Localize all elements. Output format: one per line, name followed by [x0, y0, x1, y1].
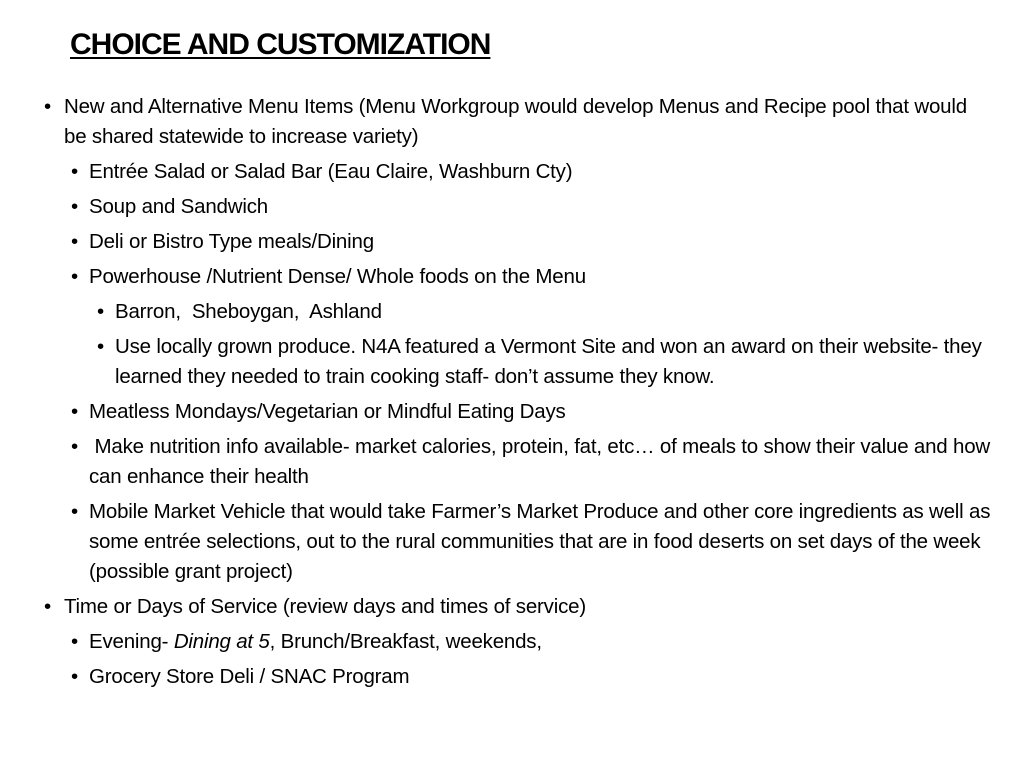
- slide-title: CHOICE AND CUSTOMIZATION: [70, 28, 491, 61]
- bullet-marker: •: [71, 665, 78, 688]
- bullet-text: Use locally grown produce. N4A featured a Vermont Site and won an award on their website- they learned they needed to train cooking staff- don’t assume they know.: [115, 335, 982, 388]
- bullet-text: Deli or Bistro Type meals/Dining: [89, 230, 374, 253]
- bullet-marker: •: [97, 300, 104, 323]
- bullet-item-grocery-deli: [44, 662, 994, 692]
- bullet-text-italic: Dining at 5: [173, 630, 270, 653]
- bullet-text: Powerhouse /Nutrient Dense/ Whole foods on the Menu: [89, 265, 586, 288]
- bullet-item-service-times: [44, 592, 994, 622]
- bullet-item-meatless-mondays: [44, 397, 994, 427]
- bullet-text: Time or Days of Service (review days and times of service): [64, 595, 586, 618]
- bullet-item-soup-sandwich: [44, 192, 994, 222]
- bullet-marker: •: [71, 265, 78, 288]
- bullet-marker: •: [44, 95, 51, 118]
- bullet-item-menu-items: [44, 92, 994, 152]
- bullet-marker: •: [97, 335, 104, 358]
- bullet-marker: •: [71, 195, 78, 218]
- bullet-marker: •: [71, 160, 78, 183]
- bullet-marker: •: [71, 630, 78, 653]
- bullet-text-before: Evening-: [89, 630, 174, 653]
- bullet-text: Grocery Store Deli / SNAC Program: [89, 665, 410, 688]
- bullet-marker: •: [71, 230, 78, 253]
- bullet-item-nutrition-info: [44, 432, 994, 492]
- bullet-text: Entrée Salad or Salad Bar (Eau Claire, Washburn Cty): [89, 160, 573, 183]
- bullet-item-counties: [44, 297, 994, 327]
- bullet-text: Meatless Mondays/Vegetarian or Mindful Eating Days: [89, 400, 566, 423]
- bullet-item-deli-bistro: [44, 227, 994, 257]
- bullet-list: [44, 92, 994, 697]
- bullet-text: Soup and Sandwich: [89, 195, 268, 218]
- bullet-marker: •: [71, 500, 78, 523]
- bullet-marker: •: [44, 595, 51, 618]
- bullet-marker: •: [71, 400, 78, 423]
- bullet-item-powerhouse: [44, 262, 994, 292]
- bullet-item-entree-salad: [44, 157, 994, 187]
- bullet-text: New and Alternative Menu Items (Menu Workgroup would develop Menus and Recipe pool that would be shared statewide to increase variety): [64, 95, 967, 148]
- bullet-item-mobile-market: [44, 497, 994, 587]
- bullet-text: Make nutrition info available- market calories, protein, fat, etc… of meals to show their value and how can enhance their health: [89, 435, 996, 488]
- bullet-text-after: , Brunch/Breakfast, weekends,: [269, 630, 542, 653]
- bullet-item-evening: [44, 627, 994, 657]
- bullet-item-local-produce: [44, 332, 994, 392]
- bullet-text: Mobile Market Vehicle that would take Farmer’s Market Produce and other core ingredients as well as some entrée selections, out to the rural communities that are in food deserts on set days of the week (possible grant project): [89, 500, 991, 583]
- bullet-marker: •: [71, 435, 78, 458]
- bullet-text: Barron, Sheboygan, Ashland: [115, 300, 382, 323]
